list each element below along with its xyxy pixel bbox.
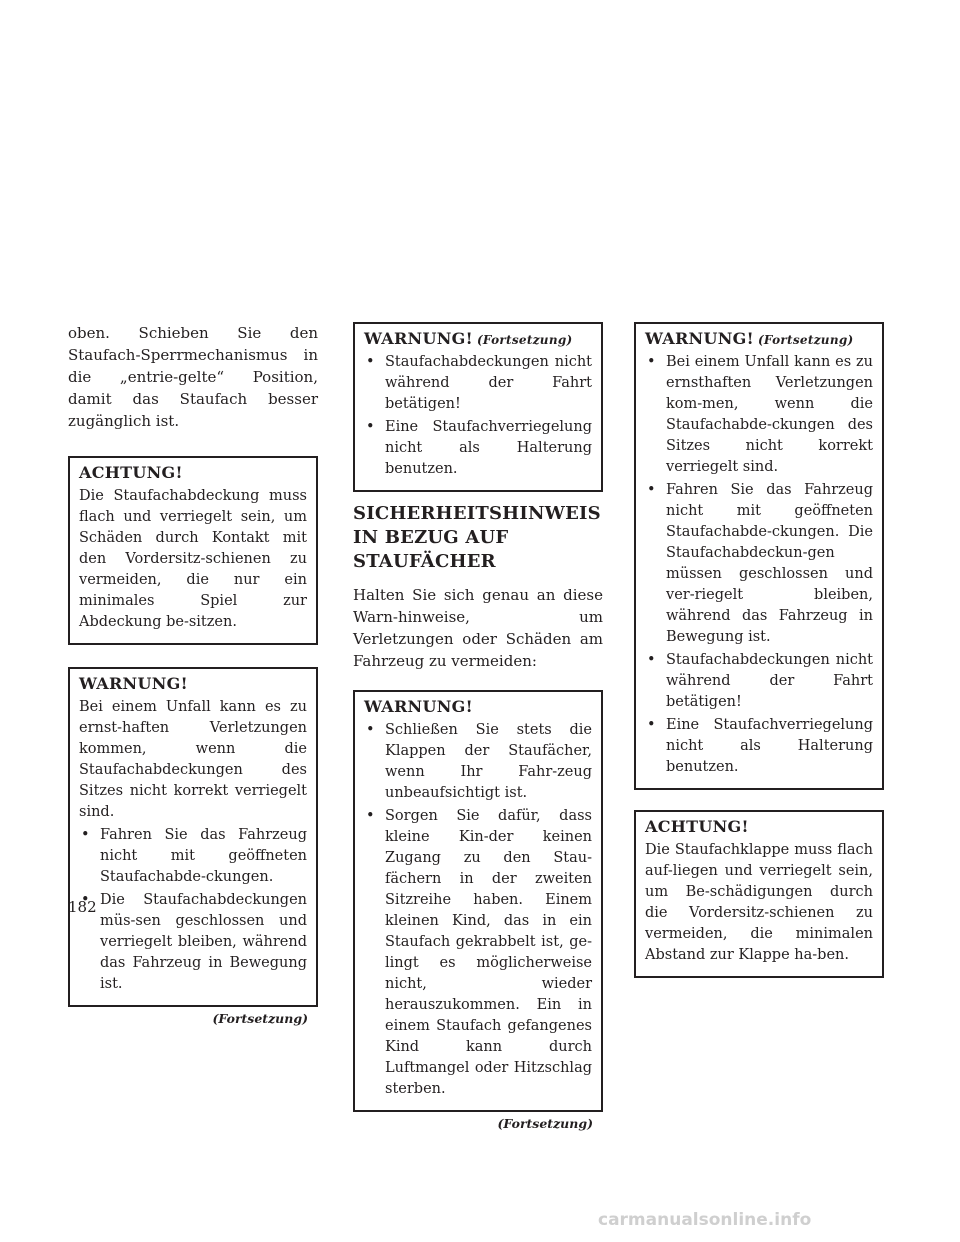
caution-title: ACHTUNG! [79, 463, 183, 482]
continued-label: (Fortsetzung) [212, 1011, 308, 1026]
warning-title: WARNUNG! [79, 674, 188, 693]
warning-box-2 [353, 690, 603, 1112]
caution-box-3 [634, 810, 884, 978]
caution-box-1 [68, 456, 318, 645]
caution-text: Die Staufachabdeckung muss flach und verriegelt sein, um Schäden durch Kontakt mit den Vordersitz-schienen zu vermeiden, die nur ein minimales Spiel zur Abdeckung be-sitzen. [79, 488, 307, 630]
warning-title: WARNUNG! [364, 697, 473, 716]
list-item: • Staufachabdeckungen nicht während der Fahrt betätigen! [364, 352, 592, 415]
list-item: • Schließen Sie stets die Klappen der Staufächer, wenn Ihr Fahr-zeug unbeaufsichtigt ist. [364, 720, 592, 804]
section-heading: SICHERHEITSHINWEIS IN BEZUG AUF STAUFÄCHER [353, 503, 601, 572]
column-1 [68, 322, 318, 1026]
warning-text: Bei einem Unfall kann es zu ernst-haften Verletzungen kommen, wenn die Staufachabdeckungen des Sitzes nicht korrekt verriegelt sind. [79, 699, 307, 820]
intro-paragraph: oben. Schieben Sie den Staufach-Sperrmechanismus in die „entrie-gelte“ Position, damit das Staufach besser zugänglich ist. [68, 324, 318, 430]
list-item: • Staufachabdeckungen nicht während der Fahrt betätigen! [645, 650, 873, 713]
warning-list [79, 825, 307, 995]
warning-list [645, 352, 873, 778]
list-item: • Eine Staufachverriegelung nicht als Halterung benutzen. [364, 417, 592, 480]
section-paragraph: Halten Sie sich genau an diese Warn-hinweise, um Verletzungen oder Schäden am Fahrzeug zu vermeiden: [353, 586, 603, 670]
warning-title: WARNUNG! (Fortsetzung) [645, 329, 854, 348]
warning-box-1 [68, 667, 318, 1007]
list-item: • Fahren Sie das Fahrzeug nicht mit geöffneten Staufachabde-ckungen. [79, 825, 307, 888]
warning-box-continued-3 [634, 322, 884, 790]
warning-list [364, 720, 592, 1100]
list-item: • Die Staufachabdeckungen müs-sen geschlossen und verriegelt bleiben, während das Fahrzeug in Bewegung ist. [79, 890, 307, 995]
continued-tag: (Fortsetzung) [476, 333, 573, 347]
page-number: 182 [68, 898, 97, 916]
continued-tag: (Fortsetzung) [757, 333, 854, 347]
column-3 [634, 322, 884, 978]
caution-title: ACHTUNG! [645, 817, 749, 836]
continued-label: (Fortsetzung) [497, 1116, 593, 1131]
list-item: • Eine Staufachverriegelung nicht als Halterung benutzen. [645, 715, 873, 778]
list-item: • Bei einem Unfall kann es zu ernsthaften Verletzungen kom-men, wenn die Staufachabde-ckungen des Sitzes nicht korrekt verriegelt sind. [645, 352, 873, 478]
list-item: • Fahren Sie das Fahrzeug nicht mit geöffneten Staufachabde-ckungen. Die Staufachabdeckun-gen müssen geschlossen und ver-riegelt bleiben, während das Fahrzeug in Bewegung ist. [645, 480, 873, 648]
warning-title: WARNUNG! (Fortsetzung) [364, 329, 573, 348]
watermark: carmanualsonline.info [598, 1210, 812, 1230]
warning-list [364, 352, 592, 480]
caution-text: Die Staufachklappe muss flach auf-liegen und verriegelt sein, um Be-schädigungen durch die Vordersitz-schienen zu vermeiden, die minimalen Abstand zur Klappe ha-ben. [645, 842, 873, 963]
column-2 [353, 322, 603, 1131]
warning-box-continued-2 [353, 322, 603, 492]
list-item: • Sorgen Sie dafür, dass kleine Kin-der keinen Zugang zu den Stau-fächern in der zweiten Sitzreihe haben. Einem kleinen Kind, das in ein Staufach gekrabbelt ist, ge-lingt es möglicherweise nicht, wieder herauszukommen. Ein in einem Staufach gefangenes Kind kann durch Luftmangel oder Hitzschlag sterben. [364, 806, 592, 1100]
